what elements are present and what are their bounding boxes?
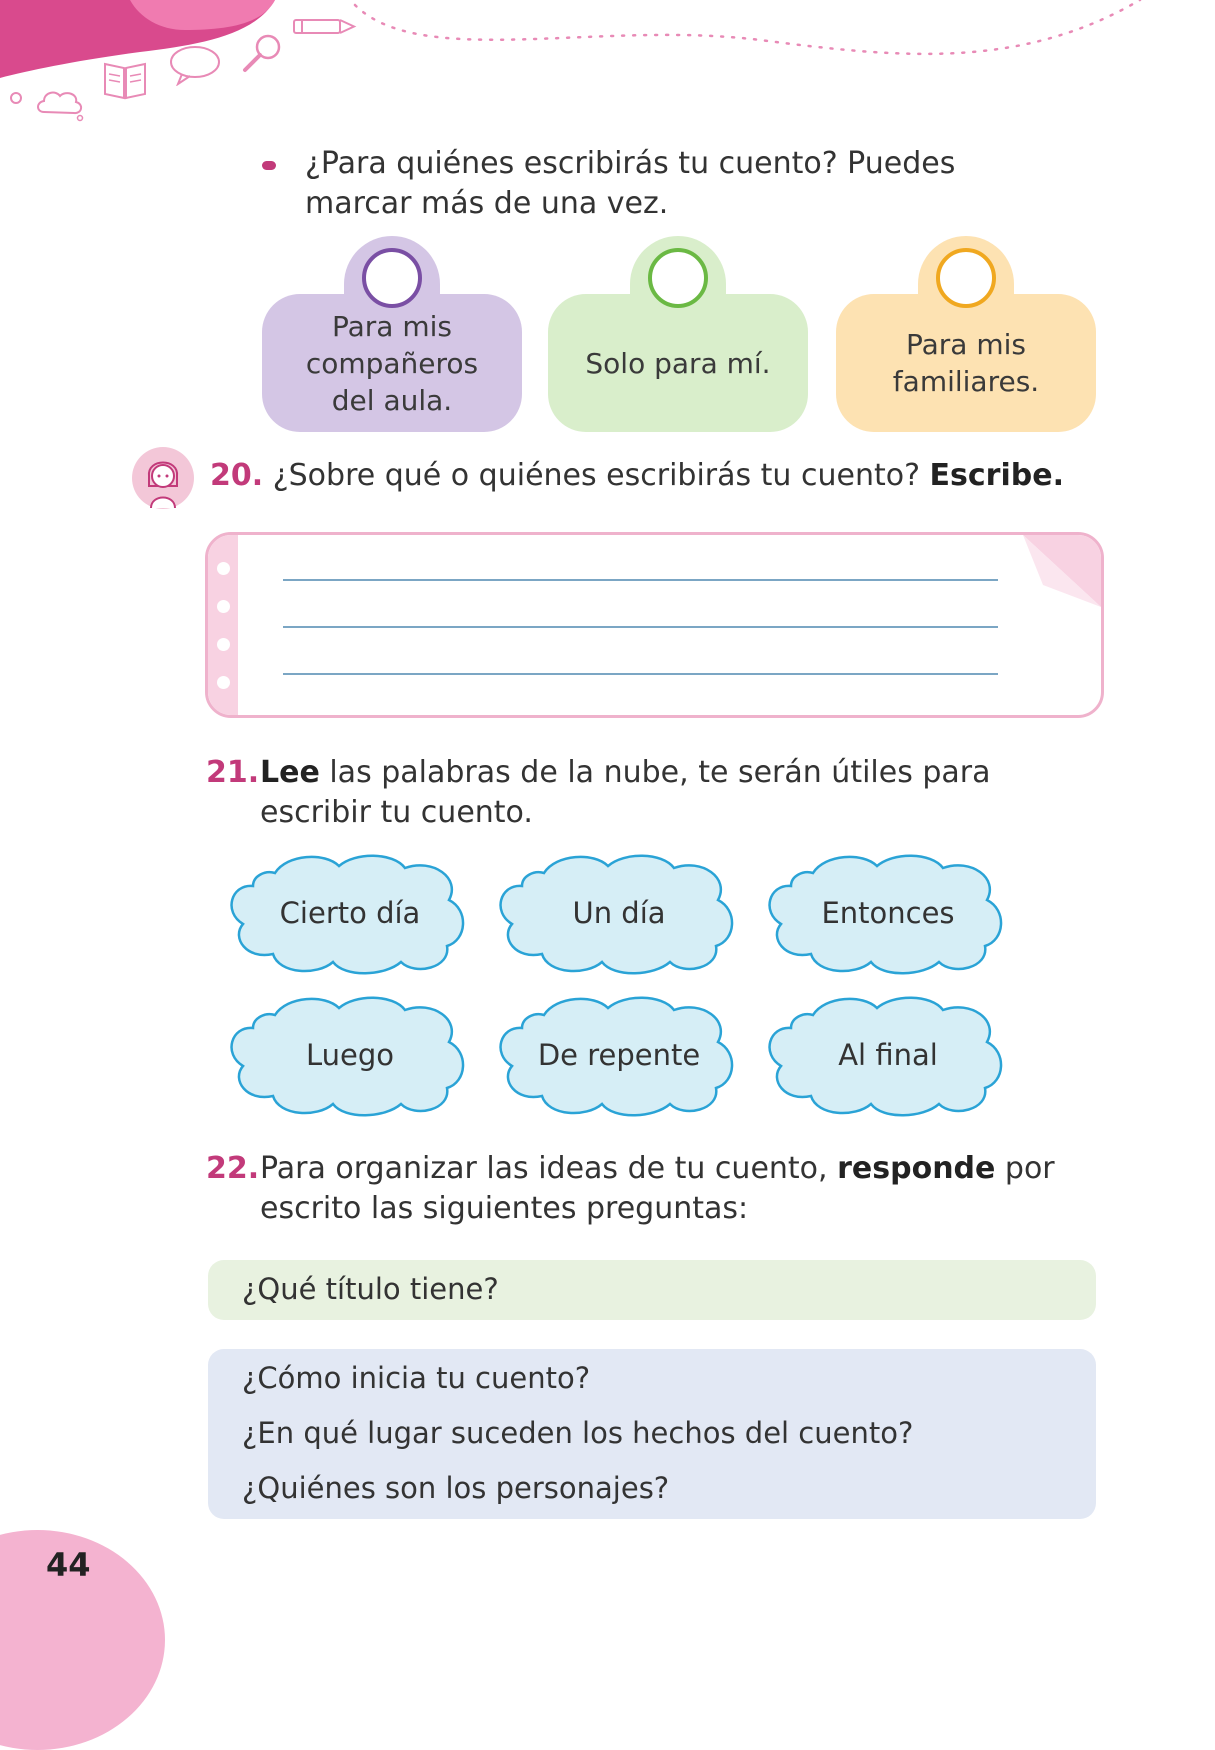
question-number: 21. xyxy=(206,755,260,790)
question-instruction: responde xyxy=(837,1151,996,1186)
thought-cloud-icon xyxy=(8,76,90,126)
question-20 xyxy=(210,456,1110,496)
question-number: 22. xyxy=(206,1151,260,1186)
bullet-question: ¿Para quiénes escribirás tu cuento? Puedes marcar más de una vez. xyxy=(305,146,956,221)
option-checkbox[interactable] xyxy=(936,248,996,308)
panel-question: ¿En qué lugar suceden los hechos del cuento? xyxy=(242,1416,914,1450)
writing-line[interactable] xyxy=(283,579,998,581)
word-cloud xyxy=(225,848,475,978)
cloud-word: Al final xyxy=(838,1038,938,1072)
pencil-icon xyxy=(292,14,358,44)
magnifier-icon xyxy=(240,32,284,80)
panel-question: ¿Quiénes son los personajes? xyxy=(242,1471,670,1505)
option-label: Para mis familiares. xyxy=(836,294,1096,432)
question-number: 20. xyxy=(210,458,264,493)
question-text: las palabras de la nube, te serán útiles para escribir tu cuento. xyxy=(260,755,991,830)
panel-question: ¿Cómo inicia tu cuento? xyxy=(242,1361,591,1395)
word-cloud xyxy=(763,848,1013,978)
binder-hole xyxy=(217,600,230,613)
title-question-panel[interactable] xyxy=(208,1260,1096,1320)
binder-hole xyxy=(217,638,230,651)
cloud-word: Entonces xyxy=(821,896,955,930)
word-cloud xyxy=(494,990,744,1120)
cloud-word: Cierto día xyxy=(279,896,421,930)
answer-writing-area[interactable] xyxy=(205,532,1104,718)
cloud-word: De repente xyxy=(537,1038,701,1072)
option-checkbox[interactable] xyxy=(362,248,422,308)
speech-bubble-icon xyxy=(168,44,222,90)
word-cloud xyxy=(494,848,744,978)
option-label: Solo para mí. xyxy=(548,294,808,432)
option-only-me[interactable] xyxy=(548,236,808,432)
writing-line[interactable] xyxy=(283,673,998,675)
option-label: Para mis compañeros del aula. xyxy=(262,294,522,432)
story-questions-panel[interactable] xyxy=(208,1349,1096,1519)
writing-line[interactable] xyxy=(283,626,998,628)
question-22 xyxy=(206,1149,1096,1229)
page-curl xyxy=(1023,535,1101,607)
binder-hole xyxy=(217,562,230,575)
student-avatar-icon xyxy=(131,446,195,514)
option-family[interactable] xyxy=(836,236,1096,432)
question-text-end: por escrito las siguientes preguntas: xyxy=(260,1151,1055,1226)
option-checkbox[interactable] xyxy=(648,248,708,308)
cloud-word: Luego xyxy=(305,1038,395,1072)
cloud-word: Un día xyxy=(572,896,666,930)
question-text: ¿Sobre qué o quiénes escribirás tu cuento? xyxy=(272,458,930,493)
binder-hole xyxy=(217,676,230,689)
question-instruction: Lee xyxy=(260,755,320,790)
book-icon xyxy=(102,58,148,104)
question-text: Para organizar las ideas de tu cuento, xyxy=(260,1151,838,1186)
bullet-dot xyxy=(262,161,276,170)
panel-question: ¿Qué título tiene? xyxy=(242,1272,499,1306)
word-cloud xyxy=(225,990,475,1120)
question-21 xyxy=(206,753,1086,833)
word-cloud xyxy=(763,990,1013,1120)
question-instruction: Escribe. xyxy=(929,458,1064,493)
option-classmates[interactable] xyxy=(262,236,522,432)
page-number: 44 xyxy=(46,1546,91,1584)
